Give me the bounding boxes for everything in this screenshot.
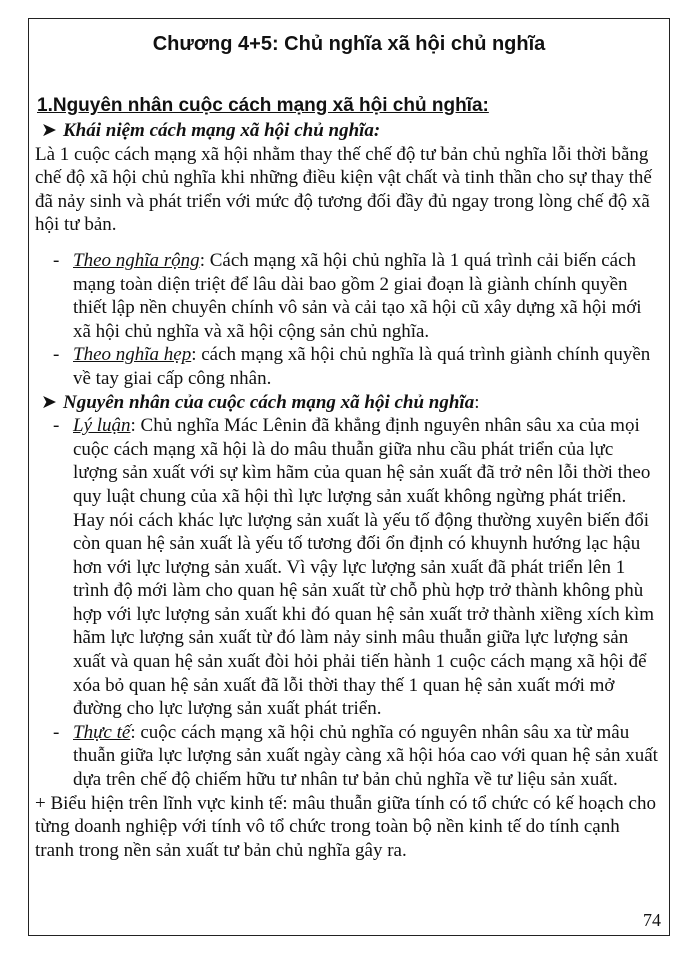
definition-term: Theo nghĩa hẹp bbox=[73, 344, 192, 366]
cause-text: : Chủ nghĩa Mác Lênin đã khẳng định nguyên nhân sâu xa của mọi cuộc cách mạng xã hội là do mâu thuẫn giữa nhu cầu phát triển của lực lượng sản xuất với sự kìm hãm của quan hệ sản xuất đã trở nên lỗi thời theo quy luật chung của xã hội thì lực lượng sản xuất không ngừng phát triển. Hay nói cách khác lực lượng sản xuất là yếu tố động thường xuyên biến đổi còn quan hệ sản xuất là yếu tố tương đối ổn định có khuynh hướng lạc hậu hơn với lực lượng sản xuất. Vì vậy lực lượng sản xuất đã phát triển lên 1 trình độ mới làm cho quan hệ sản xuất từ chỗ phù hợp trở thành không phù hợp với lực lượng sản xuất khi đó quan hệ sản xuất trở thành xiềng xích kìm hãm lực lượng sản xuất từ đó làm nảy sinh mâu thuẫn giữa lực lượng sản xuất và quan hệ sản xuất đòi hỏi phải tiến hành 1 cuộc cách mạng xã hội để xóa bỏ quan hệ sản xuất đã lỗi thời thay thế 1 quan hệ sản xuất mới mở đường cho lực lượng sản xuất phát triển. bbox=[73, 415, 655, 720]
document-body bbox=[35, 119, 661, 862]
list-item bbox=[35, 721, 661, 792]
cause-heading: Nguyên nhân của cuộc cách mạng xã hội chủ nghĩa bbox=[63, 391, 475, 413]
concept-definition: Là 1 cuộc cách mạng xã hội nhằm thay thế chế độ tư bản chủ nghĩa lỗi thời bằng chế độ xã hội chủ nghĩa khi những điều kiện vật chất và tinh thần cho sự thay thế đã nảy sinh và phát triển với mức độ tương đối đầy đủ ngay trong lòng chế độ xã hội tư bản. bbox=[35, 143, 652, 236]
arrow-bullet-icon: ➤ bbox=[41, 391, 57, 413]
dash-bullet: - bbox=[53, 721, 60, 743]
page-title: Chương 4+5: Chủ nghĩa xã hội chủ nghĩa bbox=[152, 33, 546, 55]
arrow-bullet-icon: ➤ bbox=[41, 120, 57, 141]
cause-heading-line bbox=[41, 391, 661, 415]
concept-heading-line bbox=[41, 119, 661, 143]
section-heading: 1.Nguyên nhân cuộc cách mạng xã hội chủ nghĩa: bbox=[37, 95, 489, 116]
concept-heading: Khái niệm cách mạng xã hội chủ nghĩa: bbox=[63, 120, 381, 141]
cause-text: : cuộc cách mạng xã hội chủ nghĩa có nguyên nhân sâu xa từ mâu thuẫn giữa lực lượng sản xuất ngày càng xã hội hóa cao với quan hệ sản xuất dựa trên chế độ chiếm hữu tư nhân tư bản chủ nghĩa về tư liệu sản xuất. bbox=[73, 721, 658, 791]
definition-term: Theo nghĩa rộng bbox=[73, 249, 200, 271]
economic-note: + Biểu hiện trên lĩnh vực kinh tế: mâu thuẫn giữa tính có tổ chức có kế hoạch cho từng doanh nghiệp với tính vô tổ chức trong toàn bộ nền kinh tế do tính cạnh tranh trong nền sản xuất tư bản chủ nghĩa gây ra. bbox=[35, 792, 656, 861]
page-number: 74 bbox=[643, 910, 661, 931]
list-item bbox=[35, 343, 661, 390]
cause-heading-suffix: : bbox=[474, 391, 480, 413]
dash-bullet: - bbox=[53, 344, 60, 366]
dash-bullet: - bbox=[53, 415, 60, 437]
list-item bbox=[35, 414, 661, 721]
list-item bbox=[35, 249, 661, 343]
document-page bbox=[28, 18, 670, 936]
definition-text: : Cách mạng xã hội chủ nghĩa là 1 quá trình cải biến cách mạng toàn diện triệt để lâu dài bao gồm 2 giai đoạn là giành chính quyền thiết lập nền chuyên chính vô sản và cải tạo xã hội cũ xây dựng xã hội mới xã hội chủ nghĩa và xã hội cộng sản chủ nghĩa. bbox=[73, 249, 642, 342]
definition-text: : cách mạng xã hội chủ nghĩa là quá trình giành chính quyền về tay giai cấp công nhân. bbox=[73, 344, 651, 389]
cause-term: Lý luận bbox=[73, 415, 131, 437]
dash-bullet: - bbox=[53, 249, 60, 271]
cause-term: Thực tế bbox=[73, 721, 131, 743]
